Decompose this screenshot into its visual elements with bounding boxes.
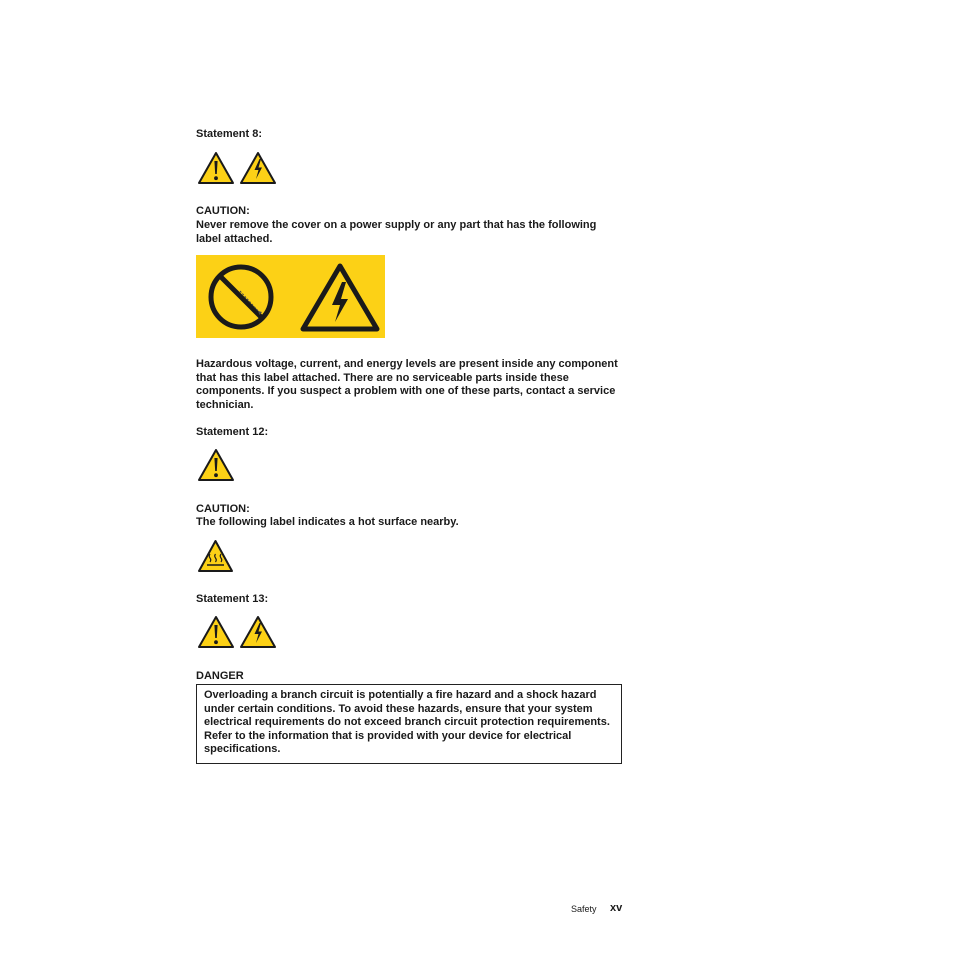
electrical-hazard-icon [239, 151, 277, 185]
electrical-hazard-icon [239, 615, 277, 649]
statement-8-caution-label: CAUTION: [196, 205, 250, 217]
caution-triangle-icon [197, 448, 235, 482]
statement-12-caution-label: CAUTION: [196, 503, 250, 515]
statement-13-heading: Statement 13: [196, 593, 269, 605]
statement-12-caution-text: The following label indicates a hot surface nearby. [196, 516, 459, 528]
statement-13-danger-label: DANGER [196, 670, 244, 682]
statement-12-heading: Statement 12: [196, 426, 269, 438]
caution-triangle-icon [197, 615, 235, 649]
danger-notice-box [196, 684, 622, 764]
caution-triangle-icon [197, 151, 235, 185]
statement-8-caution-text: Never remove the cover on a power supply or any part that has the following label attached. [196, 219, 597, 245]
statement-8-heading: Statement 8: [196, 128, 263, 140]
footer-section-title: Safety [571, 904, 597, 914]
hot-surface-icon [197, 539, 234, 573]
hazard-label-panel [196, 255, 385, 338]
statement-8-body: Hazardous voltage, current, and energy levels are present inside any component that has this label attached. There are no serviceable parts inside these components. If you suspect a problem with one of these parts, contact a service technician. [196, 358, 618, 411]
footer-page-number: xv [610, 902, 623, 914]
statement-13-danger-text: Overloading a branch circuit is potentially a fire hazard and a shock hazard under certain conditions. To avoid these hazards, ensure that your system electrical requirements do not exceed branch circuit protection requirements. Refer to the information that is provided with your device for electrical specifications. [204, 689, 610, 756]
